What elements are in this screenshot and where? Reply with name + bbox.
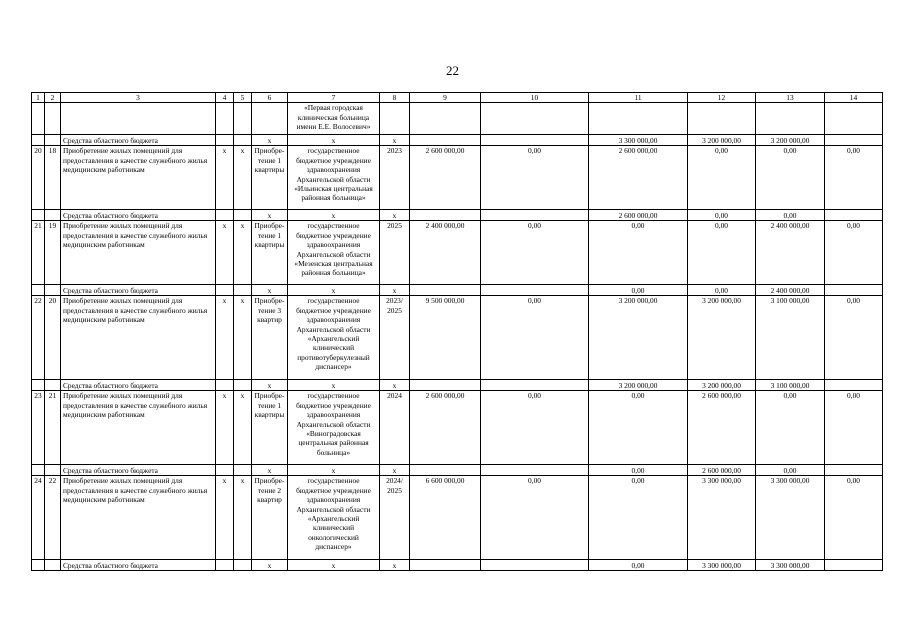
amount-2023: 3 200 000,00 (589, 296, 688, 380)
source-row (32, 135, 883, 146)
institution-cell: государственное бюджетное учреждение здравоохранения Архангельской области «Ильинская центральная районная больница» (288, 146, 380, 210)
institution-cell: государственное бюджетное учреждение здравоохранения Архангельской области «Архангельский клинический онкологический диспансер» (288, 476, 380, 560)
column-4-mark: х (216, 391, 234, 465)
column-10-amount: 0,00 (481, 391, 589, 465)
page-number: 22 (446, 63, 459, 78)
x-mark: х (288, 560, 380, 571)
column-14-amount: 0,00 (825, 221, 883, 285)
source-row (32, 560, 883, 571)
source-label: Средства областного бюджета (61, 465, 216, 476)
column-14-amount: 0,00 (825, 391, 883, 465)
column-number: 10 (481, 93, 589, 103)
amount-2023: 0,00 (589, 221, 688, 285)
amount-2025: 3 200 000,00 (756, 135, 825, 146)
amount-2025: 2 400 000,00 (756, 221, 825, 285)
table-row (32, 296, 883, 380)
x-mark: х (252, 285, 288, 296)
amount-2025: 3 100 000,00 (756, 296, 825, 380)
column-4-mark: х (216, 476, 234, 560)
x-mark: х (252, 380, 288, 391)
project-name: Приобретение жилых помещений для предоставления в качестве служебного жилья медицинским работникам (61, 146, 216, 210)
column-14-amount: 0,00 (825, 146, 883, 210)
column-number: 12 (688, 93, 756, 103)
source-row (32, 210, 883, 221)
quantity-cell: Приобре- тение 3 квартир (252, 296, 288, 380)
column-number: 8 (380, 93, 410, 103)
column-number: 6 (252, 93, 288, 103)
column-10-amount: 0,00 (481, 476, 589, 560)
amount-2023: 0,00 (589, 285, 688, 296)
x-mark: х (288, 135, 380, 146)
source-label: Средства областного бюджета (61, 210, 216, 221)
source-row (32, 380, 883, 391)
column-4-mark: х (216, 146, 234, 210)
quantity-cell: Приобре- тение 1 квартиры (252, 221, 288, 285)
column-5-mark: х (234, 146, 252, 210)
table-row (32, 146, 883, 210)
amount-2023: 2 600 000,00 (589, 210, 688, 221)
x-mark: х (380, 560, 410, 571)
project-number: 22 (45, 476, 61, 560)
column-5-mark: х (234, 296, 252, 380)
amount-2025: 2 400 000,00 (756, 285, 825, 296)
column-number: 4 (216, 93, 234, 103)
amount-2023: 2 600 000,00 (589, 146, 688, 210)
project-name: Приобретение жилых помещений для предоставления в качестве служебного жилья медицинским работникам (61, 391, 216, 465)
amount-2025: 0,00 (756, 146, 825, 210)
project-number: 21 (45, 391, 61, 465)
x-mark: х (288, 285, 380, 296)
total-amount: 2 600 000,00 (410, 146, 481, 210)
column-5-mark: х (234, 391, 252, 465)
total-amount: 2 400 000,00 (410, 221, 481, 285)
x-mark: х (380, 380, 410, 391)
source-label: Средства областного бюджета (61, 285, 216, 296)
x-mark: х (380, 210, 410, 221)
row-number: 23 (32, 391, 45, 465)
project-number: 18 (45, 146, 61, 210)
amount-2024: 3 300 000,00 (688, 476, 756, 560)
total-amount: 2 600 000,00 (410, 391, 481, 465)
x-mark: х (252, 210, 288, 221)
x-mark: х (380, 135, 410, 146)
row-number: 20 (32, 146, 45, 210)
amount-2025: 3 300 000,00 (756, 560, 825, 571)
amount-2023: 0,00 (589, 560, 688, 571)
row-number: 22 (32, 296, 45, 380)
column-5-mark: х (234, 476, 252, 560)
institution-cell: «Первая городская клиническая больница имени Е.Е. Волосевич» (288, 103, 380, 135)
column-number: 5 (234, 93, 252, 103)
year-cell: 2024 (380, 391, 410, 465)
amount-2024: 3 200 000,00 (688, 380, 756, 391)
amount-2024: 2 600 000,00 (688, 391, 756, 465)
amount-2023: 0,00 (589, 465, 688, 476)
table-body (32, 93, 883, 571)
amount-2024: 0,00 (688, 221, 756, 285)
amount-2023: 3 200 000,00 (589, 380, 688, 391)
amount-2025: 0,00 (756, 391, 825, 465)
x-mark: х (252, 465, 288, 476)
continuation-row (32, 103, 883, 135)
column-number-row (32, 93, 883, 103)
column-14-amount: 0,00 (825, 296, 883, 380)
column-10-amount: 0,00 (481, 146, 589, 210)
project-name: Приобретение жилых помещений для предоставления в качестве служебного жилья медицинским работникам (61, 296, 216, 380)
quantity-cell: Приобре- тение 1 квартиры (252, 391, 288, 465)
source-row (32, 465, 883, 476)
amount-2024: 0,00 (688, 146, 756, 210)
quantity-cell: Приобре- тение 2 квартир (252, 476, 288, 560)
amount-2024: 3 300 000,00 (688, 560, 756, 571)
project-name: Приобретение жилых помещений для предоставления в качестве служебного жилья медицинским работникам (61, 221, 216, 285)
column-number: 2 (45, 93, 61, 103)
year-cell: 2025 (380, 221, 410, 285)
amount-2024: 2 600 000,00 (688, 465, 756, 476)
year-cell: 2023 (380, 146, 410, 210)
total-amount: 6 600 000,00 (410, 476, 481, 560)
source-label: Средства областного бюджета (61, 560, 216, 571)
x-mark: х (288, 465, 380, 476)
amount-2024: 0,00 (688, 285, 756, 296)
column-number: 11 (589, 93, 688, 103)
column-number: 7 (288, 93, 380, 103)
institution-cell: государственное бюджетное учреждение здравоохранения Архангельской области «Архангельский клинический противотуберкулезный диспансер» (288, 296, 380, 380)
table-row (32, 391, 883, 465)
column-number: 9 (410, 93, 481, 103)
x-mark: х (288, 380, 380, 391)
x-mark: х (380, 285, 410, 296)
column-4-mark: х (216, 296, 234, 380)
quantity-cell: Приобре- тение 1 квартиры (252, 146, 288, 210)
year-cell: 2023/ 2025 (380, 296, 410, 380)
project-number: 20 (45, 296, 61, 380)
source-label: Средства областного бюджета (61, 380, 216, 391)
total-amount: 9 500 000,00 (410, 296, 481, 380)
amount-2024: 0,00 (688, 210, 756, 221)
column-4-mark: х (216, 221, 234, 285)
column-number: 14 (825, 93, 883, 103)
project-name: Приобретение жилых помещений для предоставления в качестве служебного жилья медицинским работникам (61, 476, 216, 560)
x-mark: х (252, 560, 288, 571)
table-row (32, 221, 883, 285)
amount-2023: 3 300 000,00 (589, 135, 688, 146)
amount-2024: 3 200 000,00 (688, 296, 756, 380)
column-10-amount: 0,00 (481, 296, 589, 380)
amount-2023: 0,00 (589, 391, 688, 465)
x-mark: х (288, 210, 380, 221)
amount-2025: 0,00 (756, 465, 825, 476)
year-cell: 2024/ 2025 (380, 476, 410, 560)
row-number: 24 (32, 476, 45, 560)
amount-2025: 0,00 (756, 210, 825, 221)
source-label: Средства областного бюджета (61, 135, 216, 146)
column-10-amount: 0,00 (481, 221, 589, 285)
column-number: 13 (756, 93, 825, 103)
amount-2024: 3 200 000,00 (688, 135, 756, 146)
row-number: 21 (32, 221, 45, 285)
project-number: 19 (45, 221, 61, 285)
column-5-mark: х (234, 221, 252, 285)
x-mark: х (252, 135, 288, 146)
amount-2025: 3 100 000,00 (756, 380, 825, 391)
source-row (32, 285, 883, 296)
x-mark: х (380, 465, 410, 476)
institution-cell: государственное бюджетное учреждение здравоохранения Архангельской области «Виноградовская центральная районная больница» (288, 391, 380, 465)
column-14-amount: 0,00 (825, 476, 883, 560)
institution-cell: государственное бюджетное учреждение здравоохранения Архангельской области «Мезенская центральная районная больница» (288, 221, 380, 285)
column-number: 1 (32, 93, 45, 103)
amount-2023: 0,00 (589, 476, 688, 560)
column-number: 3 (61, 93, 216, 103)
budget-table (31, 92, 883, 571)
table-row (32, 476, 883, 560)
amount-2025: 3 300 000,00 (756, 476, 825, 560)
